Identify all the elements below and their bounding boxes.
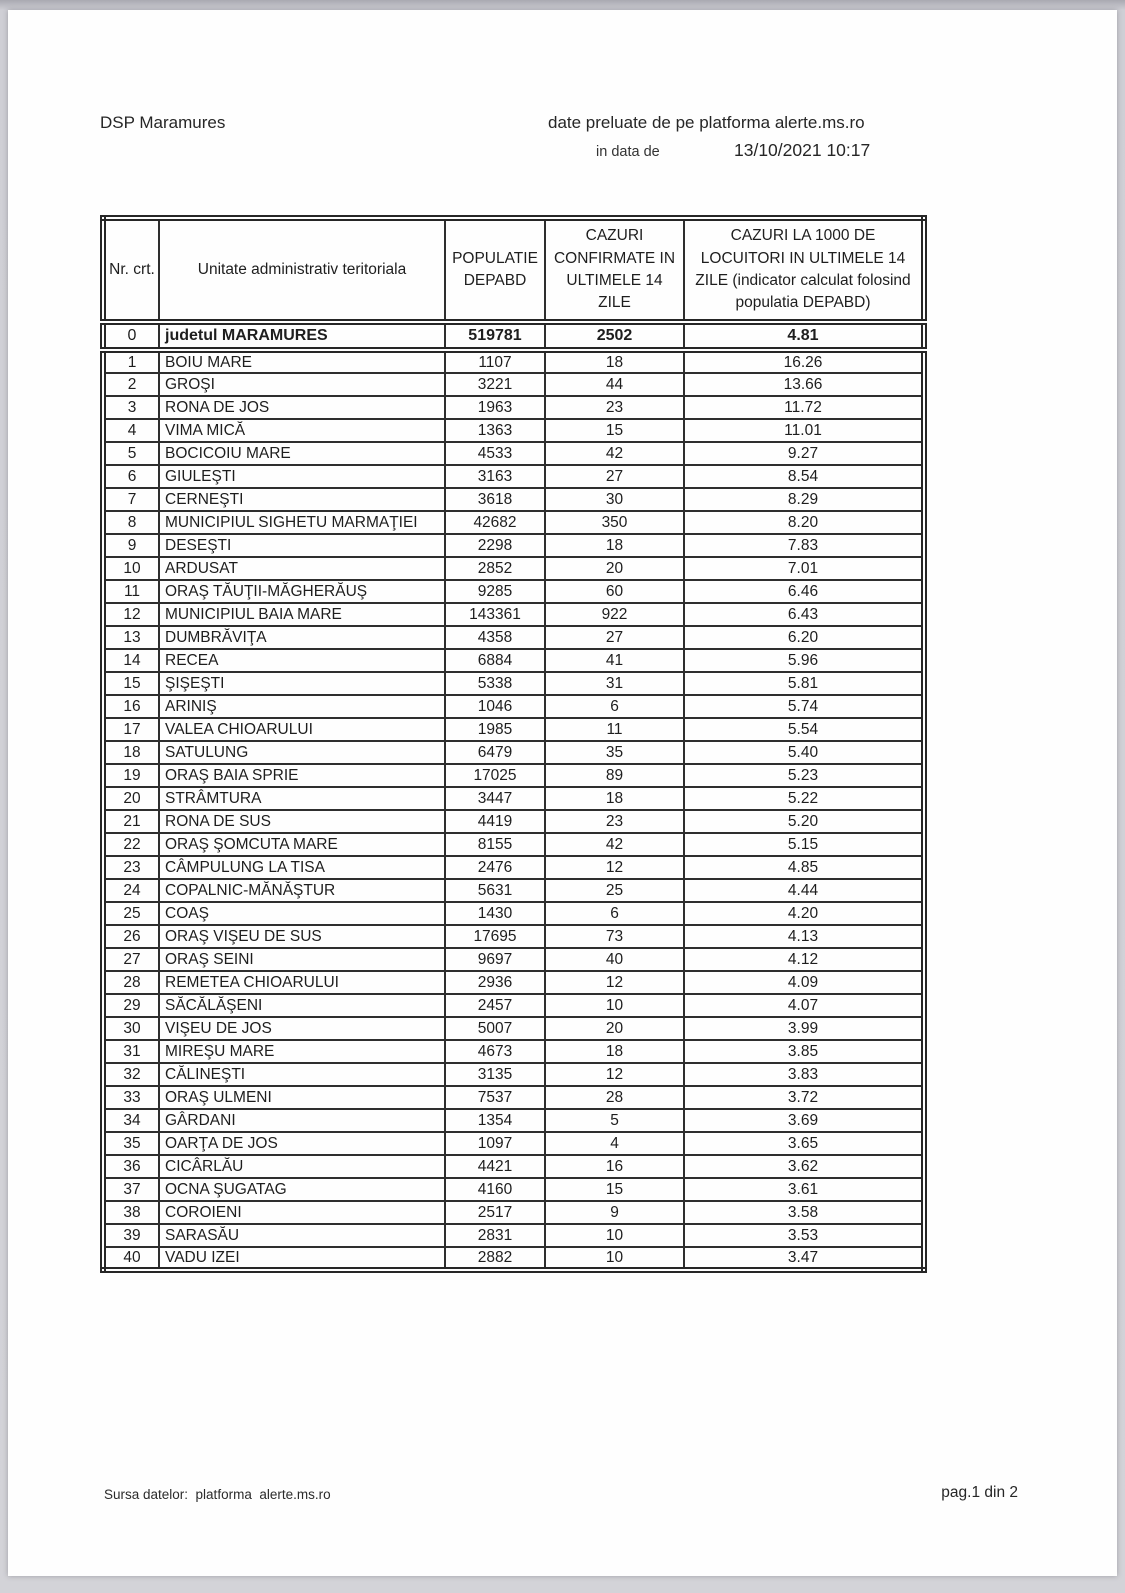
row-pop: 5338 bbox=[445, 672, 545, 695]
row-rate: 5.23 bbox=[684, 764, 924, 787]
table-row bbox=[103, 672, 924, 695]
row-cases: 6 bbox=[545, 902, 684, 925]
row-name: CICÂRLĂU bbox=[159, 1155, 445, 1178]
row-name: ARDUSAT bbox=[159, 557, 445, 580]
table-row bbox=[103, 718, 924, 741]
row-pop: 3618 bbox=[445, 488, 545, 511]
table-row bbox=[103, 879, 924, 902]
row-nr: 8 bbox=[103, 511, 159, 534]
row-nr: 1 bbox=[103, 350, 159, 373]
table-row bbox=[103, 1109, 924, 1132]
row-name: ORAŞ TĂUŢII-MĂGHERĂUŞ bbox=[159, 580, 445, 603]
row-pop: 1985 bbox=[445, 718, 545, 741]
row-rate: 5.96 bbox=[684, 649, 924, 672]
row-nr: 11 bbox=[103, 580, 159, 603]
row-name: RONA DE JOS bbox=[159, 396, 445, 419]
table-row bbox=[103, 419, 924, 442]
row-pop: 4533 bbox=[445, 442, 545, 465]
row-cases: 5 bbox=[545, 1109, 684, 1132]
row-name: ORAŞ VIŞEU DE SUS bbox=[159, 925, 445, 948]
row-name: GROŞI bbox=[159, 373, 445, 396]
row-name: BOCICOIU MARE bbox=[159, 442, 445, 465]
table-row bbox=[103, 994, 924, 1017]
row-pop: 4673 bbox=[445, 1040, 545, 1063]
row-cases: 40 bbox=[545, 948, 684, 971]
row-rate: 5.22 bbox=[684, 787, 924, 810]
row-name: MUNICIPIUL SIGHETU MARMAŢIEI bbox=[159, 511, 445, 534]
row-rate: 5.81 bbox=[684, 672, 924, 695]
row-cases: 23 bbox=[545, 396, 684, 419]
table-row bbox=[103, 833, 924, 856]
document-page bbox=[8, 10, 1117, 1576]
table-row bbox=[103, 465, 924, 488]
row-nr: 5 bbox=[103, 442, 159, 465]
table-row bbox=[103, 603, 924, 626]
row-rate: 8.54 bbox=[684, 465, 924, 488]
row-name: MIREŞU MARE bbox=[159, 1040, 445, 1063]
row-rate: 16.26 bbox=[684, 350, 924, 373]
row-pop: 2831 bbox=[445, 1224, 545, 1247]
cases-table bbox=[100, 215, 927, 1273]
row-name: ORAŞ ŞOMCUTA MARE bbox=[159, 833, 445, 856]
row-nr: 13 bbox=[103, 626, 159, 649]
table-row bbox=[103, 856, 924, 879]
row-nr: 20 bbox=[103, 787, 159, 810]
row-nr: 18 bbox=[103, 741, 159, 764]
row-name: CÂMPULUNG LA TISA bbox=[159, 856, 445, 879]
row-rate: 3.65 bbox=[684, 1132, 924, 1155]
row-cases: 9 bbox=[545, 1201, 684, 1224]
row-cases: 25 bbox=[545, 879, 684, 902]
row-nr: 19 bbox=[103, 764, 159, 787]
table-row bbox=[103, 810, 924, 833]
row-pop: 8155 bbox=[445, 833, 545, 856]
row-rate: 4.20 bbox=[684, 902, 924, 925]
row-nr: 7 bbox=[103, 488, 159, 511]
row-pop: 4419 bbox=[445, 810, 545, 833]
row-name: COROIENI bbox=[159, 1201, 445, 1224]
row-pop: 3135 bbox=[445, 1063, 545, 1086]
table-header-row bbox=[103, 218, 924, 322]
row-rate: 3.61 bbox=[684, 1178, 924, 1201]
row-cases: 12 bbox=[545, 1063, 684, 1086]
row-nr: 17 bbox=[103, 718, 159, 741]
row-cases: 922 bbox=[545, 603, 684, 626]
row-rate: 4.09 bbox=[684, 971, 924, 994]
row-cases: 44 bbox=[545, 373, 684, 396]
row-rate: 5.40 bbox=[684, 741, 924, 764]
row-cases: 28 bbox=[545, 1086, 684, 1109]
row-cases: 10 bbox=[545, 1224, 684, 1247]
row-name: VADU IZEI bbox=[159, 1247, 445, 1270]
row-cases: 350 bbox=[545, 511, 684, 534]
row-nr: 39 bbox=[103, 1224, 159, 1247]
row-nr: 40 bbox=[103, 1247, 159, 1270]
row-rate: 5.20 bbox=[684, 810, 924, 833]
table-row bbox=[103, 511, 924, 534]
row-pop: 2936 bbox=[445, 971, 545, 994]
row-rate: 13.66 bbox=[684, 373, 924, 396]
row-cases: 30 bbox=[545, 488, 684, 511]
total-cases: 2502 bbox=[545, 322, 684, 350]
row-pop: 9697 bbox=[445, 948, 545, 971]
row-nr: 38 bbox=[103, 1201, 159, 1224]
row-nr: 33 bbox=[103, 1086, 159, 1109]
row-rate: 5.15 bbox=[684, 833, 924, 856]
row-name: RECEA bbox=[159, 649, 445, 672]
row-pop: 4358 bbox=[445, 626, 545, 649]
table-row bbox=[103, 626, 924, 649]
row-name: OCNA ŞUGATAG bbox=[159, 1178, 445, 1201]
row-name: COPALNIC-MĂNĂŞTUR bbox=[159, 879, 445, 902]
row-rate: 3.72 bbox=[684, 1086, 924, 1109]
row-pop: 143361 bbox=[445, 603, 545, 626]
row-name: OARŢA DE JOS bbox=[159, 1132, 445, 1155]
row-rate: 3.99 bbox=[684, 1017, 924, 1040]
row-pop: 1354 bbox=[445, 1109, 545, 1132]
total-row bbox=[103, 322, 924, 350]
row-pop: 2852 bbox=[445, 557, 545, 580]
row-pop: 4160 bbox=[445, 1178, 545, 1201]
row-cases: 31 bbox=[545, 672, 684, 695]
row-nr: 22 bbox=[103, 833, 159, 856]
row-nr: 29 bbox=[103, 994, 159, 1017]
table-row bbox=[103, 741, 924, 764]
header-nr-crt: Nr. crt. bbox=[103, 218, 159, 322]
row-rate: 11.72 bbox=[684, 396, 924, 419]
row-rate: 3.62 bbox=[684, 1155, 924, 1178]
row-cases: 73 bbox=[545, 925, 684, 948]
row-pop: 1430 bbox=[445, 902, 545, 925]
row-pop: 3163 bbox=[445, 465, 545, 488]
row-cases: 11 bbox=[545, 718, 684, 741]
header-populatie: POPULATIE DEPABD bbox=[445, 218, 545, 322]
row-rate: 4.07 bbox=[684, 994, 924, 1017]
header-cazuri-la-1000: CAZURI LA 1000 DE LOCUITORI IN ULTIMELE 14 ZILE (indicator calculat folosind populatia DEPABD) bbox=[684, 218, 924, 322]
row-cases: 6 bbox=[545, 695, 684, 718]
row-cases: 27 bbox=[545, 465, 684, 488]
table-row bbox=[103, 1178, 924, 1201]
table-row bbox=[103, 971, 924, 994]
table-row bbox=[103, 1155, 924, 1178]
row-pop: 1363 bbox=[445, 419, 545, 442]
row-name: GÂRDANI bbox=[159, 1109, 445, 1132]
row-pop: 1046 bbox=[445, 695, 545, 718]
table-row bbox=[103, 902, 924, 925]
row-nr: 12 bbox=[103, 603, 159, 626]
row-cases: 35 bbox=[545, 741, 684, 764]
row-pop: 5007 bbox=[445, 1017, 545, 1040]
row-cases: 20 bbox=[545, 1017, 684, 1040]
row-rate: 3.53 bbox=[684, 1224, 924, 1247]
row-rate: 3.83 bbox=[684, 1063, 924, 1086]
header-unitate: Unitate administrativ teritoriala bbox=[159, 218, 445, 322]
row-rate: 6.20 bbox=[684, 626, 924, 649]
row-nr: 4 bbox=[103, 419, 159, 442]
row-nr: 10 bbox=[103, 557, 159, 580]
row-nr: 15 bbox=[103, 672, 159, 695]
row-pop: 17025 bbox=[445, 764, 545, 787]
row-cases: 18 bbox=[545, 534, 684, 557]
row-nr: 35 bbox=[103, 1132, 159, 1155]
table-row bbox=[103, 580, 924, 603]
row-rate: 4.44 bbox=[684, 879, 924, 902]
row-name: MUNICIPIUL BAIA MARE bbox=[159, 603, 445, 626]
table-row bbox=[103, 534, 924, 557]
row-nr: 27 bbox=[103, 948, 159, 971]
row-name: SĂCĂLĂŞENI bbox=[159, 994, 445, 1017]
row-pop: 3221 bbox=[445, 373, 545, 396]
row-name: ORAŞ BAIA SPRIE bbox=[159, 764, 445, 787]
row-pop: 6884 bbox=[445, 649, 545, 672]
table-row bbox=[103, 649, 924, 672]
table-row bbox=[103, 787, 924, 810]
table-row bbox=[103, 1132, 924, 1155]
table-row bbox=[103, 948, 924, 971]
row-nr: 26 bbox=[103, 925, 159, 948]
table-row bbox=[103, 396, 924, 419]
row-cases: 18 bbox=[545, 350, 684, 373]
row-rate: 6.46 bbox=[684, 580, 924, 603]
row-cases: 18 bbox=[545, 787, 684, 810]
row-rate: 3.85 bbox=[684, 1040, 924, 1063]
table-body bbox=[103, 322, 924, 1270]
row-nr: 34 bbox=[103, 1109, 159, 1132]
row-cases: 42 bbox=[545, 833, 684, 856]
row-nr: 30 bbox=[103, 1017, 159, 1040]
row-name: STRÂMTURA bbox=[159, 787, 445, 810]
row-rate: 8.20 bbox=[684, 511, 924, 534]
date-value: 13/10/2021 10:17 bbox=[734, 140, 871, 160]
row-name: ORAŞ ULMENI bbox=[159, 1086, 445, 1109]
row-cases: 10 bbox=[545, 994, 684, 1017]
row-pop: 9285 bbox=[445, 580, 545, 603]
row-pop: 2298 bbox=[445, 534, 545, 557]
table-row bbox=[103, 557, 924, 580]
row-name: VALEA CHIOARULUI bbox=[159, 718, 445, 741]
footer-page-number: pag.1 din 2 bbox=[941, 1484, 1018, 1501]
date-label: in data de bbox=[596, 144, 660, 160]
row-pop: 2476 bbox=[445, 856, 545, 879]
row-cases: 16 bbox=[545, 1155, 684, 1178]
row-pop: 7537 bbox=[445, 1086, 545, 1109]
data-source-line: date preluate de pe platforma alerte.ms.ro bbox=[548, 113, 865, 132]
row-name: DUMBRĂVIŢA bbox=[159, 626, 445, 649]
row-rate: 6.43 bbox=[684, 603, 924, 626]
row-nr: 3 bbox=[103, 396, 159, 419]
table-row bbox=[103, 1201, 924, 1224]
table-row bbox=[103, 764, 924, 787]
row-cases: 23 bbox=[545, 810, 684, 833]
row-pop: 2517 bbox=[445, 1201, 545, 1224]
table-row bbox=[103, 1040, 924, 1063]
row-name: GIULEŞTI bbox=[159, 465, 445, 488]
row-cases: 89 bbox=[545, 764, 684, 787]
row-nr: 9 bbox=[103, 534, 159, 557]
row-cases: 12 bbox=[545, 856, 684, 879]
row-rate: 3.47 bbox=[684, 1247, 924, 1270]
table-row bbox=[103, 350, 924, 373]
row-pop: 2457 bbox=[445, 994, 545, 1017]
row-name: CERNEŞTI bbox=[159, 488, 445, 511]
table-row bbox=[103, 1086, 924, 1109]
row-name: BOIU MARE bbox=[159, 350, 445, 373]
row-rate: 4.12 bbox=[684, 948, 924, 971]
table-row bbox=[103, 1224, 924, 1247]
table-row bbox=[103, 488, 924, 511]
row-nr: 31 bbox=[103, 1040, 159, 1063]
row-name: VIŞEU DE JOS bbox=[159, 1017, 445, 1040]
row-pop: 5631 bbox=[445, 879, 545, 902]
table-row bbox=[103, 925, 924, 948]
row-name: VIMA MICĂ bbox=[159, 419, 445, 442]
total-nr: 0 bbox=[103, 322, 159, 350]
table-row bbox=[103, 442, 924, 465]
row-cases: 27 bbox=[545, 626, 684, 649]
row-nr: 32 bbox=[103, 1063, 159, 1086]
row-rate: 3.69 bbox=[684, 1109, 924, 1132]
row-name: SATULUNG bbox=[159, 741, 445, 764]
row-name: SARASĂU bbox=[159, 1224, 445, 1247]
row-rate: 7.01 bbox=[684, 557, 924, 580]
row-rate: 8.29 bbox=[684, 488, 924, 511]
row-name: ORAŞ SEINI bbox=[159, 948, 445, 971]
row-nr: 23 bbox=[103, 856, 159, 879]
row-pop: 42682 bbox=[445, 511, 545, 534]
row-cases: 41 bbox=[545, 649, 684, 672]
row-pop: 3447 bbox=[445, 787, 545, 810]
row-cases: 4 bbox=[545, 1132, 684, 1155]
row-nr: 6 bbox=[103, 465, 159, 488]
table-row bbox=[103, 695, 924, 718]
row-cases: 60 bbox=[545, 580, 684, 603]
row-rate: 7.83 bbox=[684, 534, 924, 557]
row-name: COAŞ bbox=[159, 902, 445, 925]
row-nr: 16 bbox=[103, 695, 159, 718]
row-cases: 15 bbox=[545, 1178, 684, 1201]
org-title: DSP Maramures bbox=[100, 113, 226, 132]
row-rate: 5.74 bbox=[684, 695, 924, 718]
row-nr: 21 bbox=[103, 810, 159, 833]
row-name: CĂLINEŞTI bbox=[159, 1063, 445, 1086]
row-name: ARINIŞ bbox=[159, 695, 445, 718]
row-pop: 6479 bbox=[445, 741, 545, 764]
row-pop: 2882 bbox=[445, 1247, 545, 1270]
row-cases: 42 bbox=[545, 442, 684, 465]
row-nr: 28 bbox=[103, 971, 159, 994]
row-cases: 18 bbox=[545, 1040, 684, 1063]
row-name: RONA DE SUS bbox=[159, 810, 445, 833]
header-cazuri: CAZURI CONFIRMATE IN ULTIMELE 14 ZILE bbox=[545, 218, 684, 322]
row-cases: 10 bbox=[545, 1247, 684, 1270]
row-cases: 20 bbox=[545, 557, 684, 580]
row-rate: 9.27 bbox=[684, 442, 924, 465]
row-name: ŞIŞEŞTI bbox=[159, 672, 445, 695]
row-pop: 1963 bbox=[445, 396, 545, 419]
row-rate: 5.54 bbox=[684, 718, 924, 741]
row-nr: 14 bbox=[103, 649, 159, 672]
row-cases: 12 bbox=[545, 971, 684, 994]
row-cases: 15 bbox=[545, 419, 684, 442]
row-nr: 2 bbox=[103, 373, 159, 396]
row-rate: 11.01 bbox=[684, 419, 924, 442]
footer-source: Sursa datelor: platforma alerte.ms.ro bbox=[104, 1487, 331, 1502]
table-row bbox=[103, 373, 924, 396]
row-nr: 24 bbox=[103, 879, 159, 902]
row-nr: 36 bbox=[103, 1155, 159, 1178]
row-rate: 4.85 bbox=[684, 856, 924, 879]
row-pop: 4421 bbox=[445, 1155, 545, 1178]
row-name: REMETEA CHIOARULUI bbox=[159, 971, 445, 994]
total-pop: 519781 bbox=[445, 322, 545, 350]
row-nr: 25 bbox=[103, 902, 159, 925]
total-name: judetul MARAMURES bbox=[159, 322, 445, 350]
row-rate: 3.58 bbox=[684, 1201, 924, 1224]
table-row bbox=[103, 1017, 924, 1040]
table-row bbox=[103, 1247, 924, 1270]
row-pop: 1097 bbox=[445, 1132, 545, 1155]
row-nr: 37 bbox=[103, 1178, 159, 1201]
row-pop: 1107 bbox=[445, 350, 545, 373]
row-name: DESEŞTI bbox=[159, 534, 445, 557]
total-rate: 4.81 bbox=[684, 322, 924, 350]
row-rate: 4.13 bbox=[684, 925, 924, 948]
row-pop: 17695 bbox=[445, 925, 545, 948]
table-row bbox=[103, 1063, 924, 1086]
